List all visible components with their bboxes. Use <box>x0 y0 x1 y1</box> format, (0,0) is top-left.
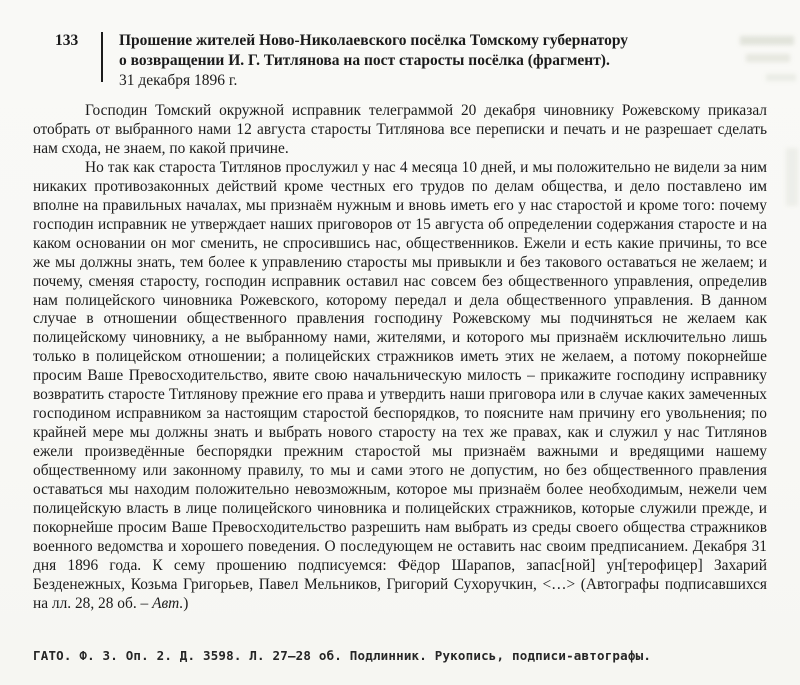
document-header <box>55 31 628 91</box>
paragraph-2-closing: ) <box>183 594 189 612</box>
header-divider-bar <box>101 32 103 82</box>
document-heading <box>119 31 628 91</box>
page-bleed-through <box>766 74 796 81</box>
author-note: Авт. <box>152 594 184 612</box>
body-paragraph-1: Господин Томский окружной исправник телеграммой 20 декабря чиновнику Рожевскому приказал отобрать от выбранного нами 12 августа старосты Титлянова все переписки и печать и не разрешает сделать нам схода, не знаем, по какой причине. <box>33 102 767 157</box>
document-title-line-1: Прошение жителей Ново-Николаевского посёлка Томскому губернатору <box>119 32 629 49</box>
page-bleed-through <box>786 148 798 206</box>
page-bleed-through <box>740 36 794 45</box>
document-body <box>33 102 767 614</box>
paragraph-2-text: Но так как староста Титлянов прослужил у нас 4 месяца 10 дней, и мы положительно не видели за ним никаких противозаконных действий кроме честных его трудов по делам общества, и дело поставлено им вполне на правильных началах, мы признаём нужным и вновь иметь его у нас старостой и кроме того: почему господин исправник не утверждает наших приговоров от 15 августа об определении содержания старосте и на каком основании он мог сменить, не спросившись нас, общественников. Ежели и есть какие причины, то все же мы должны знать, тем более к управлению старосты мы привыкли и без такового оставаться не желаем; и почему, сменяя старосту, господин исправник оставил нас совсем без общественного управления, определив нам полицейского чиновника Рожевского, которому передал и дела общественного управления. В данном случае в отношении общественного правления господину Рожевскому мы подчиняться не желаем как полицейскому чиновнику, а не выбранному нами, жителями, и которого мы признаём исключительно лишь только в полицейском отношении; а полицейских стражников иметь этих не желаем, а потому покорнейше просим Ваше Превосходительство, явите свою начальническую милость – прикажите господину исправнику возвратить старосте Титлянову прежние его права и утвердить наши приговора или в случае каких замеченных господином исправником за настоящим старостой беспорядков, то поясните нам причину его увольнения; по крайней мере мы должны знать и выбрать нового старосту на тех же правах, как и служил у нас Титлянов ежели произведённые беспорядки прежним старостой мы признаём важными и вредящими нашему общественному или законному правилу, то мы и сами этого не допустим, но без общественного правления оставаться мы находим положительно невозможным, которое мы признаём более необходимым, нежели чем полицейскую власть в лице полицейского чиновника и полицейских стражников, которые служили прежде, и покорнейше просим Ваше Превосходительство разрешить нам выбрать из среды своего общества стражников военного ведомства и хорошего поведения. О последующем не оставить нас своим предписанием. Декабря 31 дня 1896 года. К сему прошению подписуемся: Фёдор Шарапов, запас[ной] ун[терофицер] Захарий Безденежных, Козьма Григорьев, Павел Мельников, Григорий Сухоручкин, <…> (Автографы подписавшихся на лл. 28, 28 об. – <box>33 158 767 612</box>
document-number: 133 <box>55 32 79 49</box>
document-date: 31 декабря 1896 г. <box>119 72 238 89</box>
body-paragraph-2 <box>33 159 767 614</box>
page-bleed-through <box>746 54 790 62</box>
archival-citation: ГАТО. Ф. 3. Оп. 2. Д. 3598. Л. 27–28 об. Подлинник. Рукопись, подписи-автографы. <box>33 648 652 663</box>
document-title-line-2: о возвращении И. Г. Титлянова на пост старосты посёлка (фрагмент). <box>119 52 610 69</box>
